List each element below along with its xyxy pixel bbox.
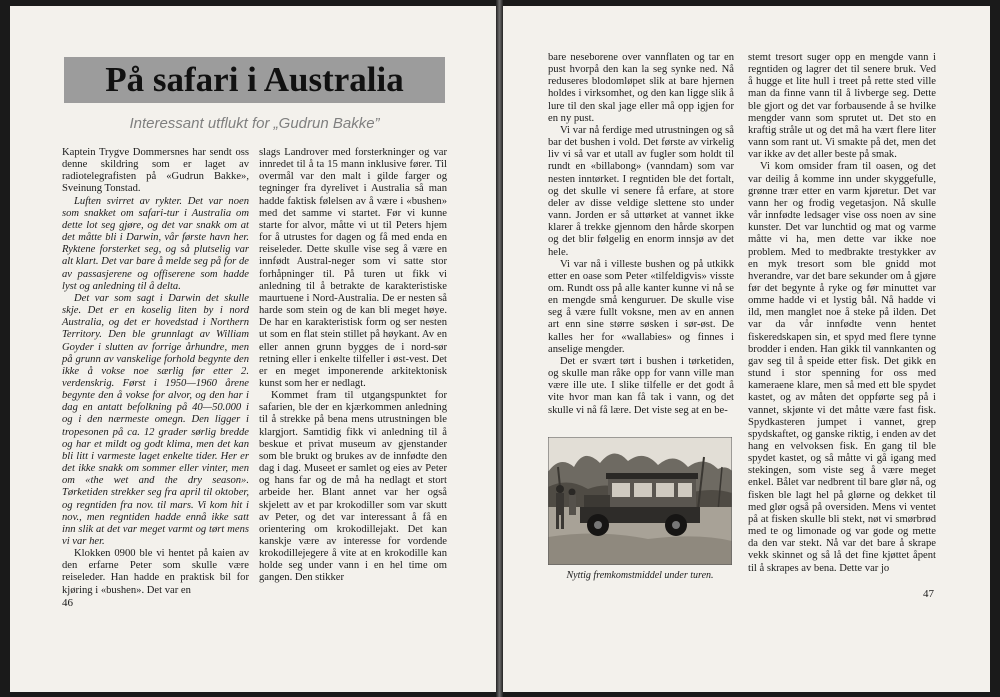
- body-paragraph: bare neseborene over vannflaten og tar en pust hvorpå den kan la seg synke ned. Nå reduseres blodomløpet slik at bare hjernen holdes i virksomhet, og den kan ligge slik å lure til den skal jage eller må opp igjen for en ny pust.: [548, 52, 734, 124]
- body-paragraph: Kommet fram til utgangspunktet for safarien, ble der en kjærkommen anledning til å strekke på bena mens utrustningen ble klargjort. Samtidig fikk vi anledning til å beskue et privat museum av gjenstander som ble brukt og brukes av de innfødte den dag i dag. Museet er samlet og eies av Peter og hans far og de må ha nedlagt et stort arbeide her. Blant annet var her også skjelett av et par krokodiller som var skutt av Peter, og det var interessant å få en orientering om krokodillejakt. Det kan kanskje være av interesse for vordende krokodillejegere å vite at en krokodille kan holde seg under vann i en hel time om gangen. Den stikker: [259, 390, 447, 584]
- left-page-column-1: [62, 147, 249, 597]
- safari-vehicle-photo: [548, 437, 732, 565]
- page-number: 46: [62, 597, 73, 609]
- intro-paragraph: Kaptein Trygve Dommersnes har sendt oss denne skildring som er laget av radiotelegrafisten på «Gudrun Bakke», Sveinung Tonstad.: [62, 147, 249, 195]
- article-title: På safari i Australia: [64, 57, 445, 103]
- body-paragraph: Vi var nå i villeste bushen og på utkikk etter en oase som Peter «tilfeldigvis» visste om. Rundt oss på alle kanter kunne vi nå se en mengde små kenguruer. De skulle vise seg å være fullt voksne, men av en annen art enn sine større søsken i sør-øst. De kalles her for «wallabies» og finnes i anselige mengder.: [548, 258, 734, 355]
- italic-paragraph: Luften svirret av rykter. Det var noen som snakket om safari-tur i Australia om dette lot seg gjøre, og det var snakk om at det måtte bli i Darwin, vår første havn her. Ryktene forsterket seg, og så plutselig var alt klart. Det var bare å melde seg på for de av passasjerene og offiserene som hadde lyst og anledning til å delta.: [62, 195, 249, 292]
- body-paragraph: Vi var nå ferdige med utrustningen og så bar det bushen i vold. Det første av virkelig liv vi så var et utall av fugler som holdt til rundt en «billabong» (vanndam) som var nesten inntørket. I regntiden ble det fortalt, og det skulle vi senere få erfare, at store deler av disse veldige slettene sto under vann. Jorden er så uttørket at vannet ikke klarer å trekke gjennom den hårde skorpen og det blir følgelig en enorm innsjø av det hele.: [548, 124, 734, 258]
- photo-caption: Nyttig fremkomstmiddel under turen.: [566, 570, 714, 581]
- right-page-column-1: [548, 52, 734, 417]
- italic-paragraph: Det var som sagt i Darwin det skulle skje. Det er en koselig liten by i nord Australia, og det er hovedstad i Northern Territory. Den ble grunnlagt av William Goyder i slutten av forrige århundre, men på grunn av vanskelige forhold begynte den ikke å vokse noe særlig før etter 2. verdenskrig. Først i 1950—1960 årene begynte den å vokse for alvor, og den har i dag en antatt befolkning på 40—50.000 i og i den nærmeste omegn. Den ligger i tropesonen på ca. 12 grader sørlig bredde og har et mildt og godt klima, men det kan bli litt i varmeste laget enkelte tider. Her er det ikke snakk om sommer eller vinter, men om «the wet and the dry season». Tørketiden strekker seg fra april til oktober, og regntiden fra nov. til mars. Vi kom hit i nov., men regntiden hadde ennå ikke satt inn slik at det var meget varmt og tørt mens vi var her.: [62, 292, 249, 547]
- page-number: 47: [923, 588, 934, 600]
- left-page: [10, 6, 496, 692]
- body-paragraph: Klokken 0900 ble vi hentet på kaien av den erfarne Peter som skulle være reiseleder. Han hadde en praktisk bil for kjøring i «bushen». Det var en: [62, 548, 249, 596]
- body-paragraph: stemt tresort suger opp en mengde vann i regntiden og lagrer det til senere bruk. Ved å hugge et lite hull i treet på rette sted ville man da finne vann til å livberge seg. Dette ble gjort og det var forbausende å se hvilke mengder vann som sprutet ut. Det sto en kraftig stråle ut og det må ha vært flere liter vann som rant ut. Vi smakte på det, men det var ikke av det aller beste på smak.: [748, 52, 936, 161]
- body-paragraph: Vi kom omsider fram til oasen, og det var deilig å komme inn under skyggefulle, grønne trær etter en varm kjøretur. Det var vann her og frodig vegetasjon. Nå skulle vår innfødte ledsager vise oss noen av sine kunster. Det var lunchtid og mat og varme måtte vi ha, men dette var ikke noe problem. Med to medbrakte trestykker av en myk tresort som ble gnidd mot hverandre, var det bare sekunder om å gjøre før det begynte å ryke og før minuttet var omme hadde vi et lystig bål. Nå hadde vi ild, men manglet noe å steke på ilden. Det var da vår innfødte venn hentet fiskeredskapen sin, et spyd med flere tynne brodder i enden. Han gikk til vannkanten og gav seg til å speide etter fisk. Det gikk en stund i stor spenning for oss med kameraene klare, men så med ett ble spydet kastet, og av måten det oppførte seg på i vannet, skjønte vi det måtte være fast fisk. Spydkasteren jumpet i vannet, grep spydskaftet, og ganske riktig, i enden av det hang en velvoksen fisk. En gang til ble spydet kastet, og så måtte vi gå igang med stekingen, som viste seg å være meget enkel. Bålet var nedbrent til bare glør nå, og fisken ble lagt hel på glørne og dekket til med glør også på oversiden. Mens vi ventet på at fisken skulle bli stekt, nøt vi smørbrød med te og limonade og var gode og mette da den var stekt. Nå var det bare å skrape vekk skinnet og så lå det fine kjøttet åpent til å skrapes av bena. Dette var jo: [748, 161, 936, 574]
- body-paragraph: Det er svært tørt i bushen i tørketiden, og skulle man råke opp for vann ville man være ille ute. I slike tilfelle er det godt å vite hvor man kan få tak i vann, og det skulle vi nå få lære. Det viste seg at en be-: [548, 355, 734, 416]
- book-gutter: [496, 0, 503, 697]
- left-page-column-2: [259, 147, 447, 585]
- right-page-column-2: [748, 52, 936, 575]
- right-page: [503, 6, 990, 692]
- body-paragraph: slags Landrover med forsterkninger og var innredet til å ta 15 mann inklusive fører. Til overmål var den malt i gilde farger og tegninger fra dyrelivet i Australia så man hadde faktisk følelsen av å være i «bushen» med det samme vi startet. Før vi kunne starte for alvor, måtte vi ut til Peters hjem for å utrustes for dagen og få med enda en reiseleder. Dette skulle vise seg å være en innfødt Austral-neger som vi satte stor forhåpninger til. På turen ut fikk vi anledning til å betrakte de karakteristiske maurtuene i Nord-Australia. De er nesten så harde som stein og de kan bli meget høye. De har en karakteristisk form og ser nesten ut som en flat stein stillet på høykant. Av en eller annen grunn bygges de i nord-sør retning eller i enkelte tilfeller i øst-vest. Det er en meget imponerende arkitektonisk kunst som her er nedlagt.: [259, 147, 447, 389]
- article-subtitle: Interessant utflukt for „Gudrun Bakke”: [129, 115, 380, 132]
